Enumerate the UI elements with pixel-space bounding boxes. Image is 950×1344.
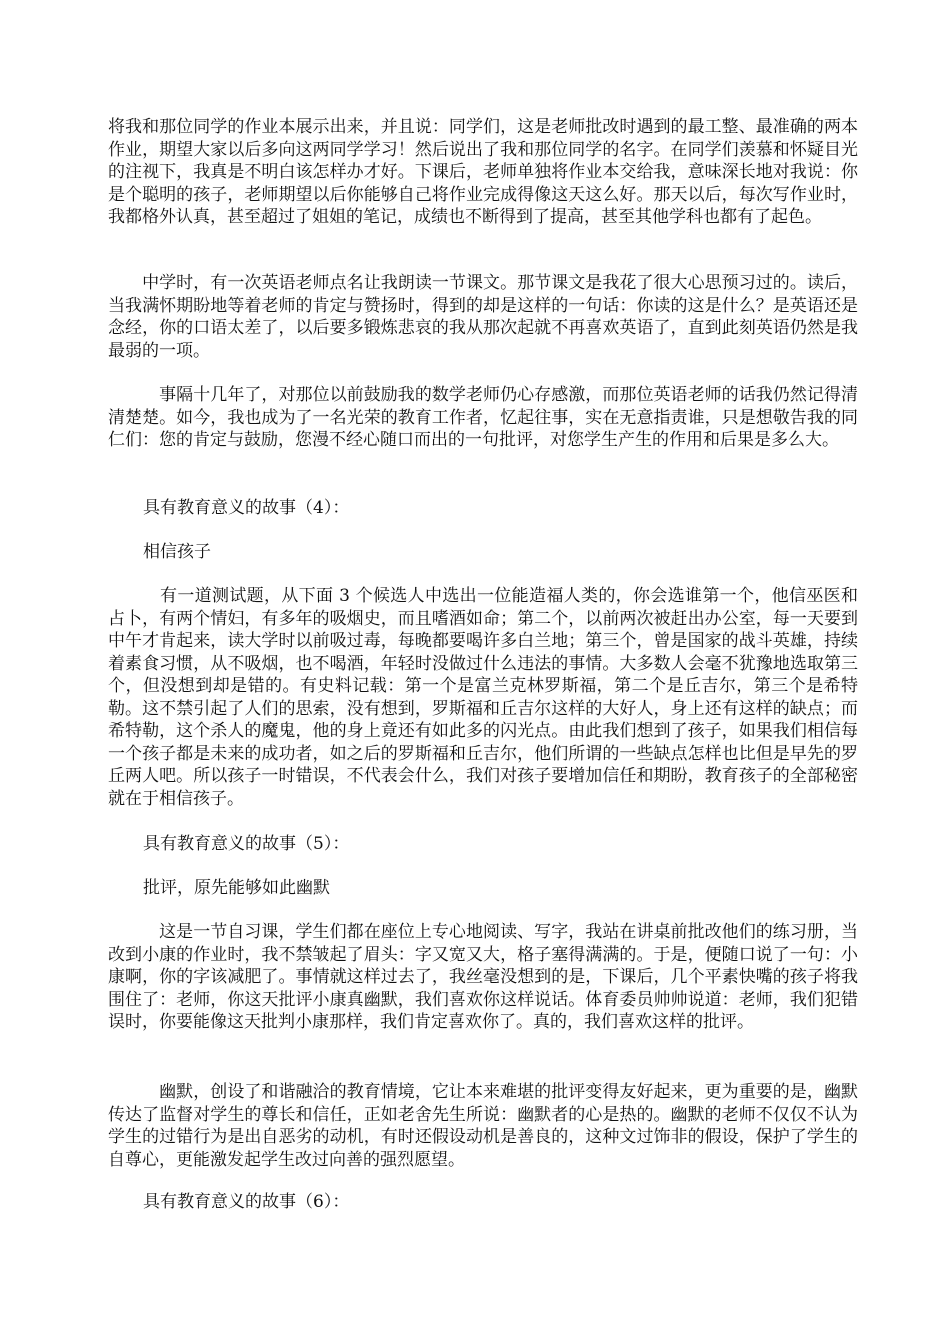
paragraph-5: 这是一节自习课，学生们都在座位上专心地阅读、写字，我站在讲桌前批改他们的练习册，当改到小康的作业时，我不禁皱起了眉头：字又宽又大，格子塞得满满的。于是，便随口说了一句：小康啊，你的字该减肥了。事情就这样过去了，我丝毫没想到的是，下课后，几个平素快嘴的孩子将我围住了：老师，你这天批评小康真幽默，我们喜欢你这样说话。体育委员帅帅说道：老师，我们犯错误时，你要能像这天批判小康那样，我们肯定喜欢你了。真的，我们喜欢这样的批评。 — [108, 922, 858, 1032]
paragraph-1: 将我和那位同学的作业本展示出来，并且说：同学们，这是老师批改时遇到的最工整、最准确的两本作业，期望大家以后多向这两同学学习！然后说出了我和那位同学的名字。在同学们羡慕和怀疑目光的注视下，我真是不明白该怎样办才好。下课后，老师单独将作业本交给我，意味深长地对我说：你是个聪明的孩子，老师期望以后你能够自己将作业完成得像这天这么好。那天以后，每次写作业时，我都格外认真，甚至超过了姐姐的笔记，成绩也不断得到了提高，甚至其他学科也都有了起色。 — [108, 117, 858, 227]
story-5-heading: 具有教育意义的故事（5）： — [143, 834, 350, 854]
story-5-title: 批评，原先能够如此幽默 — [143, 878, 330, 898]
paragraph-4: 有一道测试题，从下面 3 个候选人中选出一位能造福人类的，你会选谁第一个，他信巫医和占卜，有两个情妇，有多年的吸烟史，而且嗜酒如命；第二个，以前两次被赶出办公室，每一天要到中午才肯起来，读大学时以前吸过毒，每晚都要喝许多白兰地；第三个，曾是国家的战斗英雄，持续着素食习惯，从不吸烟，也不喝酒，年轻时没做过什么违法的事情。大多数人会毫不犹豫地选取第三个，但没想到却是错的。有史料记载：第一个是富兰克林罗斯福，第二个是丘吉尔，第三个是希特勒。这不禁引起了人们的思索，没有想到，罗斯福和丘吉尔这样的大好人，身上还有这样的缺点；而希特勒，这个杀人的魔鬼，他的身上竟还有如此多的闪光点。由此我们想到了孩子，如果我们相信每一个孩子都是未来的成功者，如之后的罗斯福和丘吉尔，他们所谓的一些缺点怎样也比但是早先的罗丘两人吧。所以孩子一时错误，不代表会什么，我们对孩子要增加信任和期盼，教育孩子的全部秘密就在于相信孩子。 — [108, 586, 858, 809]
paragraph-6: 幽默，创设了和谐融洽的教育情境，它让本来难堪的批评变得友好起来，更为重要的是，幽默传达了监督对学生的尊长和信任，正如老舍先生所说：幽默者的心是热的。幽默的老师不仅仅不认为学生的过错行为是出自恶劣的动机，有时还假设动机是善良的，这种文过饰非的假设，保护了学生的自尊心，更能激发起学生改过向善的强烈愿望。 — [108, 1082, 858, 1170]
story-6-heading: 具有教育意义的故事（6）： — [143, 1192, 350, 1212]
paragraph-2: 中学时，有一次英语老师点名让我朗读一节课文。那节课文是我花了很大心思预习过的。读后，当我满怀期盼地等着老师的肯定与赞扬时，得到的却是这样的一句话：你读的这是什么？是英语还是念经，你的口语太差了，以后要多锻炼悲哀的我从那次起就不再喜欢英语了，直到此刻英语仍然是我最弱的一项。 — [108, 273, 858, 361]
story-4-title: 相信孩子 — [143, 542, 211, 562]
paragraph-3: 事隔十几年了，对那位以前鼓励我的数学老师仍心存感激，而那位英语老师的话我仍然记得清清楚楚。如今，我也成为了一名光荣的教育工作者，忆起往事，实在无意指责谁，只是想敬告我的同仁们：您的肯定与鼓励，您漫不经心随口而出的一句批评，对您学生产生的作用和后果是多么大。 — [108, 385, 858, 450]
story-4-heading: 具有教育意义的故事（4）： — [143, 498, 350, 518]
